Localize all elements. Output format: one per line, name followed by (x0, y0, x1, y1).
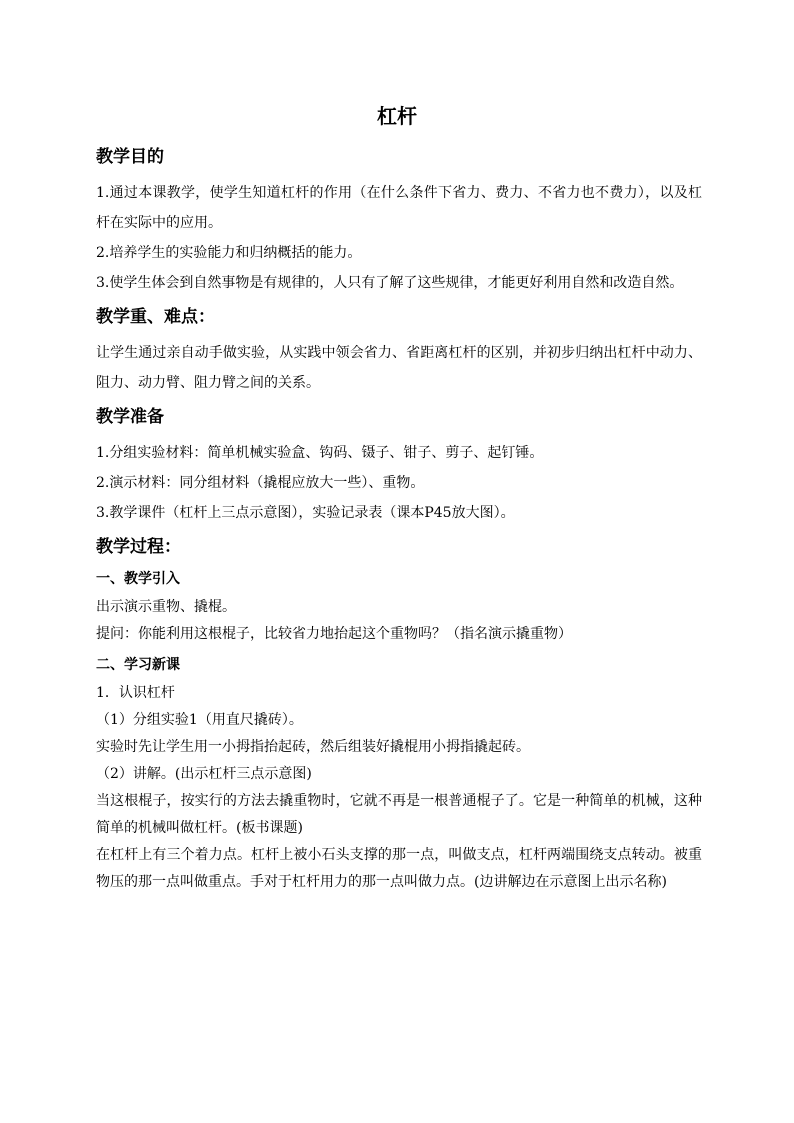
preparation-item-3: 3.教学课件（杠杆上三点示意图），实验记录表（课本P45放大图）。 (96, 505, 515, 521)
objective-item-2: 2.培养学生的实验能力和归纳概括的能力。 (96, 245, 362, 261)
document-body (96, 144, 702, 896)
heading-keypoints: 教学重、难点： (96, 307, 215, 327)
preparation-item-2: 2.演示材料：同分组材料（撬棍应放大一些）、重物。 (96, 475, 425, 491)
intro-line-1: 出示演示重物、撬棍。 (96, 599, 236, 615)
step-2-title: （2）讲解。(出示杠杆三点示意图) (96, 766, 312, 782)
heading-preparation: 教学准备 (96, 407, 164, 427)
heading-new-lesson: 二、学习新课 (96, 657, 180, 673)
step-2-text-1: 当这根棍子，按实行的方法去撬重物时，它就不再是一根普通棍子了。它是一种简单的机械，这种简单的机械叫做杠杆。(板书课题) (96, 793, 702, 836)
step-1-title: （1）分组实验1（用直尺撬砖）。 (96, 712, 303, 728)
subheading-lever: 1．认识杠杆 (96, 685, 175, 701)
keypoints-text: 让学生通过亲自动手做实验，从实践中领会省力、省距离杠杆的区别，并初步归纳出杠杆中动力、阻力、动力臂、阻力臂之间的关系。 (96, 345, 702, 391)
heading-process: 教学过程： (96, 537, 181, 557)
step-2-text-2: 在杠杆上有三个着力点。杠杆上被小石头支撑的那一点，叫做支点，杠杆两端围绕支点转动。被重物压的那一点叫做重点。手对于杠杆用力的那一点叫做力点。(边讲解边在示意图上出示名称) (96, 847, 702, 890)
objective-item-3: 3.使学生体会到自然事物是有规律的，人只有了解了这些规律，才能更好利用自然和改造自然。 (96, 275, 684, 291)
step-1-text: 实验时先让学生用一小拇指抬起砖，然后组装好撬棍用小拇指撬起砖。 (96, 739, 530, 755)
intro-line-2: 提问：你能利用这根棍子，比较省力地抬起这个重物吗？（指名演示撬重物） (96, 626, 572, 642)
heading-intro: 一、教学引入 (96, 571, 180, 587)
heading-objectives: 教学目的 (96, 147, 164, 167)
preparation-item-1: 1.分组实验材料：简单机械实验盒、钩码、镊子、钳子、剪子、起钉锤。 (96, 445, 544, 461)
document-title: 杠杆 (377, 104, 417, 128)
objective-item-1: 1.通过本课教学，使学生知道杠杆的作用（在什么条件下省力、费力、不省力也不费力），以及杠杆在实际中的应用。 (96, 185, 702, 231)
